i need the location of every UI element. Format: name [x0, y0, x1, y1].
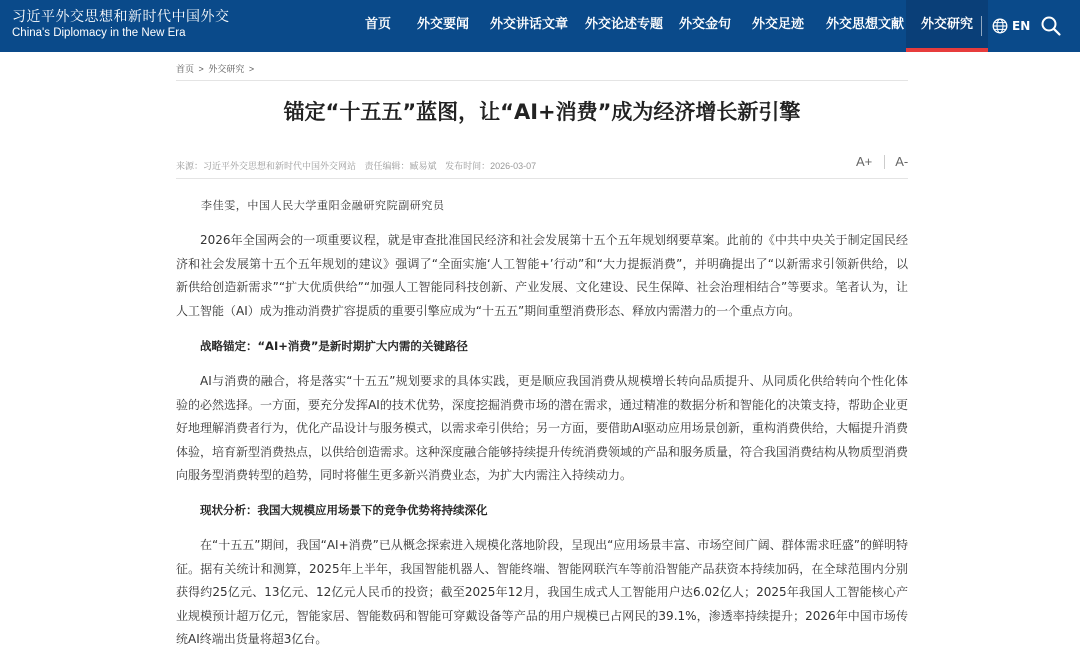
- site-logo[interactable]: [12, 9, 230, 40]
- nav-item-research[interactable]: 外交研究: [906, 0, 988, 52]
- breadcrumb-separator: >: [198, 64, 204, 74]
- breadcrumb-research[interactable]: 外交研究: [208, 64, 245, 74]
- article-paragraph: 2026年全国两会的一项重要议程，就是审查批准国民经济和社会发展第十五个五年规划纲要草案。此前的《中共中央关于制定国民经济和社会发展第十五个五年规划的建议》强调了“全面实施‘人工智能+’行动”和“大力提振消费”，并明确提出了“以新需求引领新供给，以新供给创造新需求”“扩大优质供给”“加强人工智能同科技创新、产业发展、文化建设、民生保障、社会治理相结合”等要求。笔者认为，让人工智能（AI）成为推动消费扩容提质的重要引擎应成为“十五五”期间重塑消费形态、释放内需潜力的一个重点方向。: [176, 233, 908, 318]
- font-decrease-button[interactable]: A-: [895, 154, 909, 169]
- breadcrumb-home[interactable]: 首页: [176, 64, 195, 74]
- breadcrumb: [176, 62, 256, 75]
- nav-item-diplomatic-news[interactable]: 外交要闻: [417, 17, 470, 32]
- logo-english-text: China's Diplomacy in the New Era: [12, 27, 186, 39]
- font-controls-divider: [884, 155, 885, 169]
- article-author: 李佳雯，中国人民大学重阳金融研究院副研究员: [201, 199, 445, 212]
- section-heading: 现状分析：我国大规模应用场景下的竞争优势将持续深化: [200, 503, 488, 517]
- search-icon: [1040, 15, 1062, 37]
- logo-chinese-text: 习近平外交思想和新时代中国外交: [12, 9, 230, 25]
- section-heading: 战略锚定：“AI+消费”是新时期扩大内需的关键路径: [200, 339, 468, 353]
- language-label: EN: [1012, 19, 1031, 33]
- language-switch[interactable]: [992, 16, 1030, 36]
- nav-item-home[interactable]: 首页: [365, 17, 392, 32]
- article-title: 锚定“十五五”蓝图，让“AI+消费”成为经济增长新引擎: [283, 100, 801, 124]
- font-increase-button[interactable]: A+: [856, 154, 873, 169]
- article-date: 发布时间：2026-03-07: [445, 161, 537, 171]
- article-meta: [176, 159, 542, 172]
- article-source: 来源：习近平外交思想和新时代中国外交网站: [176, 161, 357, 171]
- site-header: [0, 0, 1080, 52]
- article-paragraph: AI与消费的融合，将是落实“十五五”规划要求的具体实践，更是顺应我国消费从规模增长转向品质提升、从同质化供给转向个性化体验的必然选择。一方面，要充分发挥AI的技术优势，深度挖掘消费市场的潜在需求，通过精准的数据分析和智能化的决策支持，帮助企业更好地理解消费者行为，优化产品设计与服务模式，以需求牵引供给；另一方面，要借助AI驱动应用场景创新，重构消费供给，大幅提升消费体验，培育新型消费热点，以供给创造需求。这种深度融合能够持续提升传统消费领域的产品和服务质量，符合我国消费结构从物质型消费向服务型消费转型的趋势，同时将催生更多新兴消费业态，为扩大内需注入持续动力。: [176, 374, 909, 483]
- breadcrumb-separator: >: [248, 64, 255, 74]
- nav-divider: [981, 16, 982, 36]
- nav-item-documents[interactable]: 外交思想文献: [826, 17, 905, 32]
- article-editor: 责任编辑：臧易斌: [364, 161, 437, 171]
- divider: [176, 80, 908, 81]
- divider: [176, 178, 908, 179]
- nav-item-topics[interactable]: 外交论述专题: [585, 17, 664, 32]
- font-size-controls: [856, 154, 908, 169]
- nav-item-speeches[interactable]: 外交讲话文章: [490, 17, 569, 32]
- globe-icon: [992, 18, 1008, 34]
- search-button[interactable]: [1040, 15, 1062, 37]
- nav-item-quotes[interactable]: 外交金句: [679, 17, 732, 32]
- nav-item-footprints[interactable]: 外交足迹: [752, 17, 805, 32]
- article-paragraph: 在“十五五”期间，我国“AI+消费”已从概念探索进入规模化落地阶段，呈现出“应用场景丰富、市场空间广阔、群体需求旺盛”的鲜明特征。据有关统计和测算，2025年上半年，我国智能机器人、智能终端、智能网联汽车等前沿智能产品获资本持续加码，在全球范围内分别获得约25亿元、13亿元、12亿元人民币的投资；截至2025年12月，我国生成式人工智能用户达6.02亿人；2025年我国人工智能核心产业规模预计超万亿元，智能家居、智能数码和智能可穿戴设备等产品的用户规模已占网民的39.1%，渗透率持续提升；2026年中国市场传统AI终端出货量将超3亿台。: [176, 538, 908, 647]
